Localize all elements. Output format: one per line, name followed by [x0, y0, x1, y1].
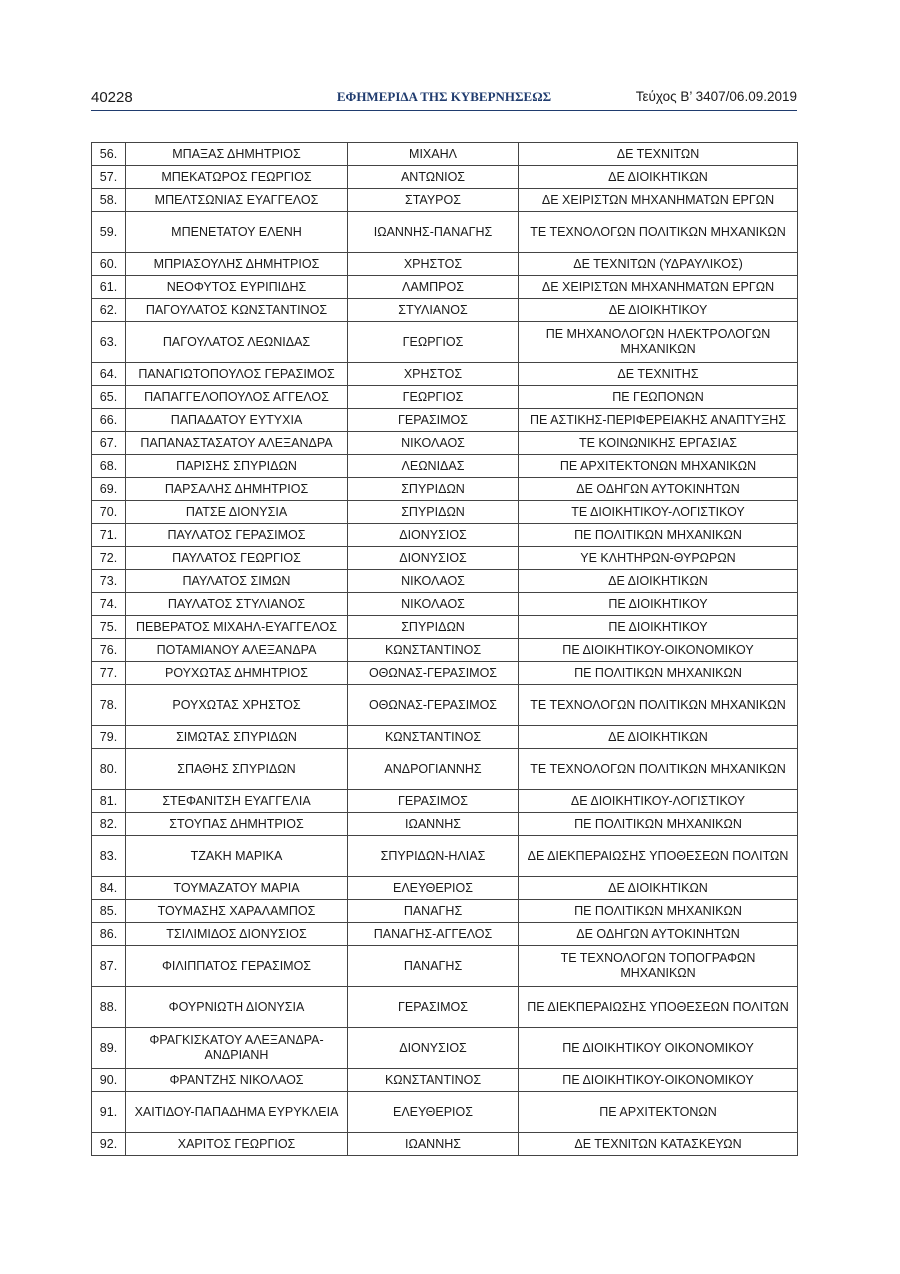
table-row	[92, 726, 798, 749]
specialty-cell: ΠΕ ΠΟΛΙΤΙΚΩΝ ΜΗΧΑΝΙΚΩΝ	[519, 662, 798, 685]
specialty-cell: ΠΕ ΠΟΛΙΤΙΚΩΝ ΜΗΧΑΝΙΚΩΝ	[519, 813, 798, 836]
father-name-cell: ΕΛΕΥΘΕΡΙΟΣ	[348, 1092, 519, 1133]
table-row	[92, 363, 798, 386]
row-number-cell: 89.	[92, 1028, 126, 1069]
row-number-cell: 67.	[92, 432, 126, 455]
row-number-cell: 69.	[92, 478, 126, 501]
table-row	[92, 299, 798, 322]
full-name-cell: ΜΠΕΚΑΤΩΡΟΣ ΓΕΩΡΓΙΟΣ	[126, 166, 348, 189]
father-name-cell: ΔΙΟΝΥΣΙΟΣ	[348, 524, 519, 547]
row-number-cell: 61.	[92, 276, 126, 299]
father-name-cell: ΠΑΝΑΓΗΣ	[348, 946, 519, 987]
specialty-cell: ΤΕ ΤΕΧΝΟΛΟΓΩΝ ΠΟΛΙΤΙΚΩΝ ΜΗΧΑΝΙΚΩΝ	[519, 685, 798, 726]
specialty-cell: ΔΕ ΤΕΧΝΙΤΩΝ (ΥΔΡΑΥΛΙΚΟΣ)	[519, 253, 798, 276]
full-name-cell: ΠΑΥΛΑΤΟΣ ΓΕΩΡΓΙΟΣ	[126, 547, 348, 570]
row-number-cell: 58.	[92, 189, 126, 212]
father-name-cell: ΓΕΡΑΣΙΜΟΣ	[348, 790, 519, 813]
specialty-cell: ΠΕ ΑΣΤΙΚΗΣ-ΠΕΡΙΦΕΡΕΙΑΚΗΣ ΑΝΑΠΤΥΞΗΣ	[519, 409, 798, 432]
full-name-cell: ΠΑΡΙΣΗΣ ΣΠΥΡΙΔΩΝ	[126, 455, 348, 478]
full-name-cell: ΡΟΥΧΩΤΑΣ ΔΗΜΗΤΡΙΟΣ	[126, 662, 348, 685]
full-name-cell: ΤΟΥΜΑΖΑΤΟΥ ΜΑΡΙΑ	[126, 877, 348, 900]
row-number-cell: 84.	[92, 877, 126, 900]
table-row	[92, 685, 798, 726]
father-name-cell: ΝΙΚΟΛΑΟΣ	[348, 432, 519, 455]
table-row	[92, 432, 798, 455]
father-name-cell: ΧΡΗΣΤΟΣ	[348, 363, 519, 386]
row-number-cell: 70.	[92, 501, 126, 524]
father-name-cell: ΓΕΡΑΣΙΜΟΣ	[348, 987, 519, 1028]
table-row	[92, 813, 798, 836]
father-name-cell: ΣΠΥΡΙΔΩΝ	[348, 616, 519, 639]
table-row	[92, 143, 798, 166]
row-number-cell: 80.	[92, 749, 126, 790]
row-number-cell: 90.	[92, 1069, 126, 1092]
table-row	[92, 1092, 798, 1133]
row-number-cell: 86.	[92, 923, 126, 946]
full-name-cell: ΦΟΥΡΝΙΩΤΗ ΔΙΟΝΥΣΙΑ	[126, 987, 348, 1028]
specialty-cell: ΠΕ ΠΟΛΙΤΙΚΩΝ ΜΗΧΑΝΙΚΩΝ	[519, 900, 798, 923]
table-row	[92, 455, 798, 478]
journal-title: ΕΦΗΜΕΡΙΔΑ ΤΗΣ ΚΥΒΕΡΝΗΣΕΩΣ	[336, 89, 552, 104]
full-name-cell: ΣΤΟΥΠΑΣ ΔΗΜΗΤΡΙΟΣ	[126, 813, 348, 836]
specialty-cell: ΔΕ ΔΙΟΙΚΗΤΙΚΩΝ	[519, 166, 798, 189]
table-row	[92, 877, 798, 900]
full-name-cell: ΜΠΕΛΤΣΩΝΙΑΣ ΕΥΑΓΓΕΛΟΣ	[126, 189, 348, 212]
personnel-table	[91, 142, 798, 1156]
specialty-cell: ΤΕ ΤΕΧΝΟΛΟΓΩΝ ΠΟΛΙΤΙΚΩΝ ΜΗΧΑΝΙΚΩΝ	[519, 749, 798, 790]
father-name-cell: ΓΕΩΡΓΙΟΣ	[348, 322, 519, 363]
father-name-cell: ΟΘΩΝΑΣ-ΓΕΡΑΣΙΜΟΣ	[348, 685, 519, 726]
full-name-cell: ΠΑΥΛΑΤΟΣ ΣΤΥΛΙΑΝΟΣ	[126, 593, 348, 616]
specialty-cell: ΔΕ ΤΕΧΝΙΤΗΣ	[519, 363, 798, 386]
father-name-cell: ΓΕΡΑΣΙΜΟΣ	[348, 409, 519, 432]
father-name-cell: ΑΝΤΩΝΙΟΣ	[348, 166, 519, 189]
full-name-cell: ΣΤΕΦΑΝΙΤΣΗ ΕΥΑΓΓΕΛΙΑ	[126, 790, 348, 813]
full-name-cell: ΠΑΝΑΓΙΩΤΟΠΟΥΛΟΣ ΓΕΡΑΣΙΜΟΣ	[126, 363, 348, 386]
row-number-cell: 59.	[92, 212, 126, 253]
row-number-cell: 88.	[92, 987, 126, 1028]
table-row	[92, 570, 798, 593]
row-number-cell: 85.	[92, 900, 126, 923]
row-number-cell: 57.	[92, 166, 126, 189]
specialty-cell: ΔΕ ΔΙΟΙΚΗΤΙΚΩΝ	[519, 877, 798, 900]
father-name-cell: ΝΙΚΟΛΑΟΣ	[348, 570, 519, 593]
specialty-cell: ΔΕ ΧΕΙΡΙΣΤΩΝ ΜΗΧΑΝΗΜΑΤΩΝ ΕΡΓΩΝ	[519, 189, 798, 212]
full-name-cell: ΠΟΤΑΜΙΑΝΟΥ ΑΛΕΞΑΝΔΡΑ	[126, 639, 348, 662]
row-number-cell: 79.	[92, 726, 126, 749]
full-name-cell: ΤΟΥΜΑΣΗΣ ΧΑΡΑΛΑΜΠΟΣ	[126, 900, 348, 923]
specialty-cell: ΠΕ ΔΙΟΙΚΗΤΙΚΟΥ-ΟΙΚΟΝΟΜΙΚΟΥ	[519, 639, 798, 662]
father-name-cell: ΣΤΑΥΡΟΣ	[348, 189, 519, 212]
row-number-cell: 83.	[92, 836, 126, 877]
specialty-cell: ΠΕ ΔΙΕΚΠΕΡΑΙΩΣΗΣ ΥΠΟΘΕΣΕΩΝ ΠΟΛΙΤΩΝ	[519, 987, 798, 1028]
father-name-cell: ΣΠΥΡΙΔΩΝ	[348, 478, 519, 501]
full-name-cell: ΠΕΒΕΡΑΤΟΣ ΜΙΧΑΗΛ-ΕΥΑΓΓΕΛΟΣ	[126, 616, 348, 639]
personnel-table-body	[92, 143, 798, 1156]
specialty-cell: ΔΕ ΧΕΙΡΙΣΤΩΝ ΜΗΧΑΝΗΜΑΤΩΝ ΕΡΓΩΝ	[519, 276, 798, 299]
table-row	[92, 212, 798, 253]
specialty-cell: ΠΕ ΜΗΧΑΝΟΛΟΓΩΝ ΗΛΕΚΤΡΟΛΟΓΩΝ ΜΗΧΑΝΙΚΩΝ	[519, 322, 798, 363]
table-row	[92, 1133, 798, 1156]
row-number-cell: 81.	[92, 790, 126, 813]
table-row	[92, 166, 798, 189]
father-name-cell: ΣΠΥΡΙΔΩΝ	[348, 501, 519, 524]
row-number-cell: 82.	[92, 813, 126, 836]
table-row	[92, 524, 798, 547]
father-name-cell: ΣΠΥΡΙΔΩΝ-ΗΛΙΑΣ	[348, 836, 519, 877]
specialty-cell: ΔΕ ΔΙΟΙΚΗΤΙΚΩΝ	[519, 570, 798, 593]
specialty-cell: ΔΕ ΤΕΧΝΙΤΩΝ ΚΑΤΑΣΚΕΥΩΝ	[519, 1133, 798, 1156]
father-name-cell: ΔΙΟΝΥΣΙΟΣ	[348, 1028, 519, 1069]
row-number-cell: 60.	[92, 253, 126, 276]
father-name-cell: ΙΩΑΝΝΗΣ	[348, 813, 519, 836]
row-number-cell: 75.	[92, 616, 126, 639]
table-row	[92, 749, 798, 790]
full-name-cell: ΤΖΑΚΗ ΜΑΡΙΚΑ	[126, 836, 348, 877]
father-name-cell: ΠΑΝΑΓΗΣ	[348, 900, 519, 923]
row-number-cell: 73.	[92, 570, 126, 593]
table-row	[92, 1069, 798, 1092]
full-name-cell: ΦΙΛΙΠΠΑΤΟΣ ΓΕΡΑΣΙΜΟΣ	[126, 946, 348, 987]
specialty-cell: ΔΕ ΔΙΟΙΚΗΤΙΚΟΥ	[519, 299, 798, 322]
table-row	[92, 501, 798, 524]
father-name-cell: ΚΩΝΣΤΑΝΤΙΝΟΣ	[348, 1069, 519, 1092]
father-name-cell: ΛΑΜΠΡΟΣ	[348, 276, 519, 299]
full-name-cell: ΠΑΠΑΝΑΣΤΑΣΑΤΟΥ ΑΛΕΞΑΝΔΡΑ	[126, 432, 348, 455]
full-name-cell: ΠΑΠΑΓΓΕΛΟΠΟΥΛΟΣ ΑΓΓΕΛΟΣ	[126, 386, 348, 409]
full-name-cell: ΠΑΤΣΕ ΔΙΟΝΥΣΙΑ	[126, 501, 348, 524]
row-number-cell: 68.	[92, 455, 126, 478]
row-number-cell: 78.	[92, 685, 126, 726]
table-row	[92, 662, 798, 685]
father-name-cell: ΝΙΚΟΛΑΟΣ	[348, 593, 519, 616]
full-name-cell: ΜΠΕΝΕΤΑΤΟΥ ΕΛΕΝΗ	[126, 212, 348, 253]
father-name-cell: ΠΑΝΑΓΗΣ-ΑΓΓΕΛΟΣ	[348, 923, 519, 946]
father-name-cell: ΕΛΕΥΘΕΡΙΟΣ	[348, 877, 519, 900]
full-name-cell: ΣΠΑΘΗΣ ΣΠΥΡΙΔΩΝ	[126, 749, 348, 790]
father-name-cell: ΙΩΑΝΝΗΣ-ΠΑΝΑΓΗΣ	[348, 212, 519, 253]
full-name-cell: ΧΑΙΤΙΔΟΥ-ΠΑΠΑΔΗΜΑ ΕΥΡΥΚΛΕΙΑ	[126, 1092, 348, 1133]
page-header	[91, 86, 797, 111]
table-row	[92, 478, 798, 501]
table-row	[92, 987, 798, 1028]
father-name-cell: ΛΕΩΝΙΔΑΣ	[348, 455, 519, 478]
full-name-cell: ΠΑΥΛΑΤΟΣ ΣΙΜΩΝ	[126, 570, 348, 593]
table-row	[92, 1028, 798, 1069]
full-name-cell: ΧΑΡΙΤΟΣ ΓΕΩΡΓΙΟΣ	[126, 1133, 348, 1156]
table-row	[92, 900, 798, 923]
row-number-cell: 87.	[92, 946, 126, 987]
father-name-cell: ΚΩΝΣΤΑΝΤΙΝΟΣ	[348, 639, 519, 662]
specialty-cell: ΤΕ ΔΙΟΙΚΗΤΙΚΟΥ-ΛΟΓΙΣΤΙΚΟΥ	[519, 501, 798, 524]
full-name-cell: ΠΑΥΛΑΤΟΣ ΓΕΡΑΣΙΜΟΣ	[126, 524, 348, 547]
father-name-cell: ΔΙΟΝΥΣΙΟΣ	[348, 547, 519, 570]
table-row	[92, 639, 798, 662]
specialty-cell: ΔΕ ΔΙΟΙΚΗΤΙΚΟΥ-ΛΟΓΙΣΤΙΚΟΥ	[519, 790, 798, 813]
table-row	[92, 790, 798, 813]
row-number-cell: 77.	[92, 662, 126, 685]
full-name-cell: ΡΟΥΧΩΤΑΣ ΧΡΗΣΤΟΣ	[126, 685, 348, 726]
father-name-cell: ΓΕΩΡΓΙΟΣ	[348, 386, 519, 409]
issue-info: Τεύχος Β’ 3407/06.09.2019	[635, 89, 797, 104]
row-number-cell: 65.	[92, 386, 126, 409]
row-number-cell: 62.	[92, 299, 126, 322]
row-number-cell: 92.	[92, 1133, 126, 1156]
specialty-cell: ΤΕ ΤΕΧΝΟΛΟΓΩΝ ΠΟΛΙΤΙΚΩΝ ΜΗΧΑΝΙΚΩΝ	[519, 212, 798, 253]
specialty-cell: ΤΕ ΚΟΙΝΩΝΙΚΗΣ ΕΡΓΑΣΙΑΣ	[519, 432, 798, 455]
table-row	[92, 616, 798, 639]
table-row	[92, 593, 798, 616]
row-number-cell: 91.	[92, 1092, 126, 1133]
specialty-cell: ΔΕ ΔΙΕΚΠΕΡΑΙΩΣΗΣ ΥΠΟΘΕΣΕΩΝ ΠΟΛΙΤΩΝ	[519, 836, 798, 877]
table-row	[92, 946, 798, 987]
father-name-cell: ΑΝΔΡΟΓΙΑΝΝΗΣ	[348, 749, 519, 790]
specialty-cell: ΠΕ ΔΙΟΙΚΗΤΙΚΟΥ ΟΙΚΟΝΟΜΙΚΟΥ	[519, 1028, 798, 1069]
specialty-cell: ΠΕ ΓΕΩΠΟΝΩΝ	[519, 386, 798, 409]
full-name-cell: ΜΠΡΙΑΣΟΥΛΗΣ ΔΗΜΗΤΡΙΟΣ	[126, 253, 348, 276]
full-name-cell: ΦΡΑΝΤΖΗΣ ΝΙΚΟΛΑΟΣ	[126, 1069, 348, 1092]
table-row	[92, 386, 798, 409]
specialty-cell: ΔΕ ΟΔΗΓΩΝ ΑΥΤΟΚΙΝΗΤΩΝ	[519, 478, 798, 501]
row-number-cell: 71.	[92, 524, 126, 547]
specialty-cell: ΠΕ ΑΡΧΙΤΕΚΤΟΝΩΝ ΜΗΧΑΝΙΚΩΝ	[519, 455, 798, 478]
page-number: 40228	[91, 89, 133, 106]
specialty-cell: ΠΕ ΔΙΟΙΚΗΤΙΚΟΥ	[519, 616, 798, 639]
row-number-cell: 72.	[92, 547, 126, 570]
father-name-cell: ΚΩΝΣΤΑΝΤΙΝΟΣ	[348, 726, 519, 749]
table-row	[92, 276, 798, 299]
row-number-cell: 74.	[92, 593, 126, 616]
specialty-cell: ΤΕ ΤΕΧΝΟΛΟΓΩΝ ΤΟΠΟΓΡΑΦΩΝ ΜΗΧΑΝΙΚΩΝ	[519, 946, 798, 987]
row-number-cell: 64.	[92, 363, 126, 386]
table-row	[92, 409, 798, 432]
father-name-cell: ΙΩΑΝΝΗΣ	[348, 1133, 519, 1156]
table-row	[92, 547, 798, 570]
specialty-cell: ΔΕ ΔΙΟΙΚΗΤΙΚΩΝ	[519, 726, 798, 749]
specialty-cell: ΠΕ ΠΟΛΙΤΙΚΩΝ ΜΗΧΑΝΙΚΩΝ	[519, 524, 798, 547]
specialty-cell: ΠΕ ΔΙΟΙΚΗΤΙΚΟΥ	[519, 593, 798, 616]
full-name-cell: ΠΑΡΣΑΛΗΣ ΔΗΜΗΤΡΙΟΣ	[126, 478, 348, 501]
table-row	[92, 923, 798, 946]
table-row	[92, 253, 798, 276]
specialty-cell: ΥΕ ΚΛΗΤΗΡΩΝ-ΘΥΡΩΡΩΝ	[519, 547, 798, 570]
row-number-cell: 63.	[92, 322, 126, 363]
full-name-cell: ΝΕΟΦΥΤΟΣ ΕΥΡΙΠΙΔΗΣ	[126, 276, 348, 299]
row-number-cell: 76.	[92, 639, 126, 662]
father-name-cell: ΧΡΗΣΤΟΣ	[348, 253, 519, 276]
specialty-cell: ΔΕ ΟΔΗΓΩΝ ΑΥΤΟΚΙΝΗΤΩΝ	[519, 923, 798, 946]
table-row	[92, 836, 798, 877]
row-number-cell: 66.	[92, 409, 126, 432]
father-name-cell: ΣΤΥΛΙΑΝΟΣ	[348, 299, 519, 322]
father-name-cell: ΟΘΩΝΑΣ-ΓΕΡΑΣΙΜΟΣ	[348, 662, 519, 685]
table-row	[92, 189, 798, 212]
full-name-cell: ΦΡΑΓΚΙΣΚΑΤΟΥ ΑΛΕΞΑΝΔΡΑ-ΑΝΔΡΙΑΝΗ	[126, 1028, 348, 1069]
father-name-cell: ΜΙΧΑΗΛ	[348, 143, 519, 166]
specialty-cell: ΠΕ ΔΙΟΙΚΗΤΙΚΟΥ-ΟΙΚΟΝΟΜΙΚΟΥ	[519, 1069, 798, 1092]
specialty-cell: ΠΕ ΑΡΧΙΤΕΚΤΟΝΩΝ	[519, 1092, 798, 1133]
full-name-cell: ΠΑΓΟΥΛΑΤΟΣ ΚΩΝΣΤΑΝΤΙΝΟΣ	[126, 299, 348, 322]
row-number-cell: 56.	[92, 143, 126, 166]
full-name-cell: ΠΑΓΟΥΛΑΤΟΣ ΛΕΩΝΙΔΑΣ	[126, 322, 348, 363]
full-name-cell: ΜΠΑΞΑΣ ΔΗΜΗΤΡΙΟΣ	[126, 143, 348, 166]
full-name-cell: ΤΣΙΛΙΜΙΔΟΣ ΔΙΟΝΥΣΙΟΣ	[126, 923, 348, 946]
table-row	[92, 322, 798, 363]
full-name-cell: ΣΙΜΩΤΑΣ ΣΠΥΡΙΔΩΝ	[126, 726, 348, 749]
specialty-cell: ΔΕ ΤΕΧΝΙΤΩΝ	[519, 143, 798, 166]
full-name-cell: ΠΑΠΑΔΑΤΟΥ ΕΥΤΥΧΙΑ	[126, 409, 348, 432]
